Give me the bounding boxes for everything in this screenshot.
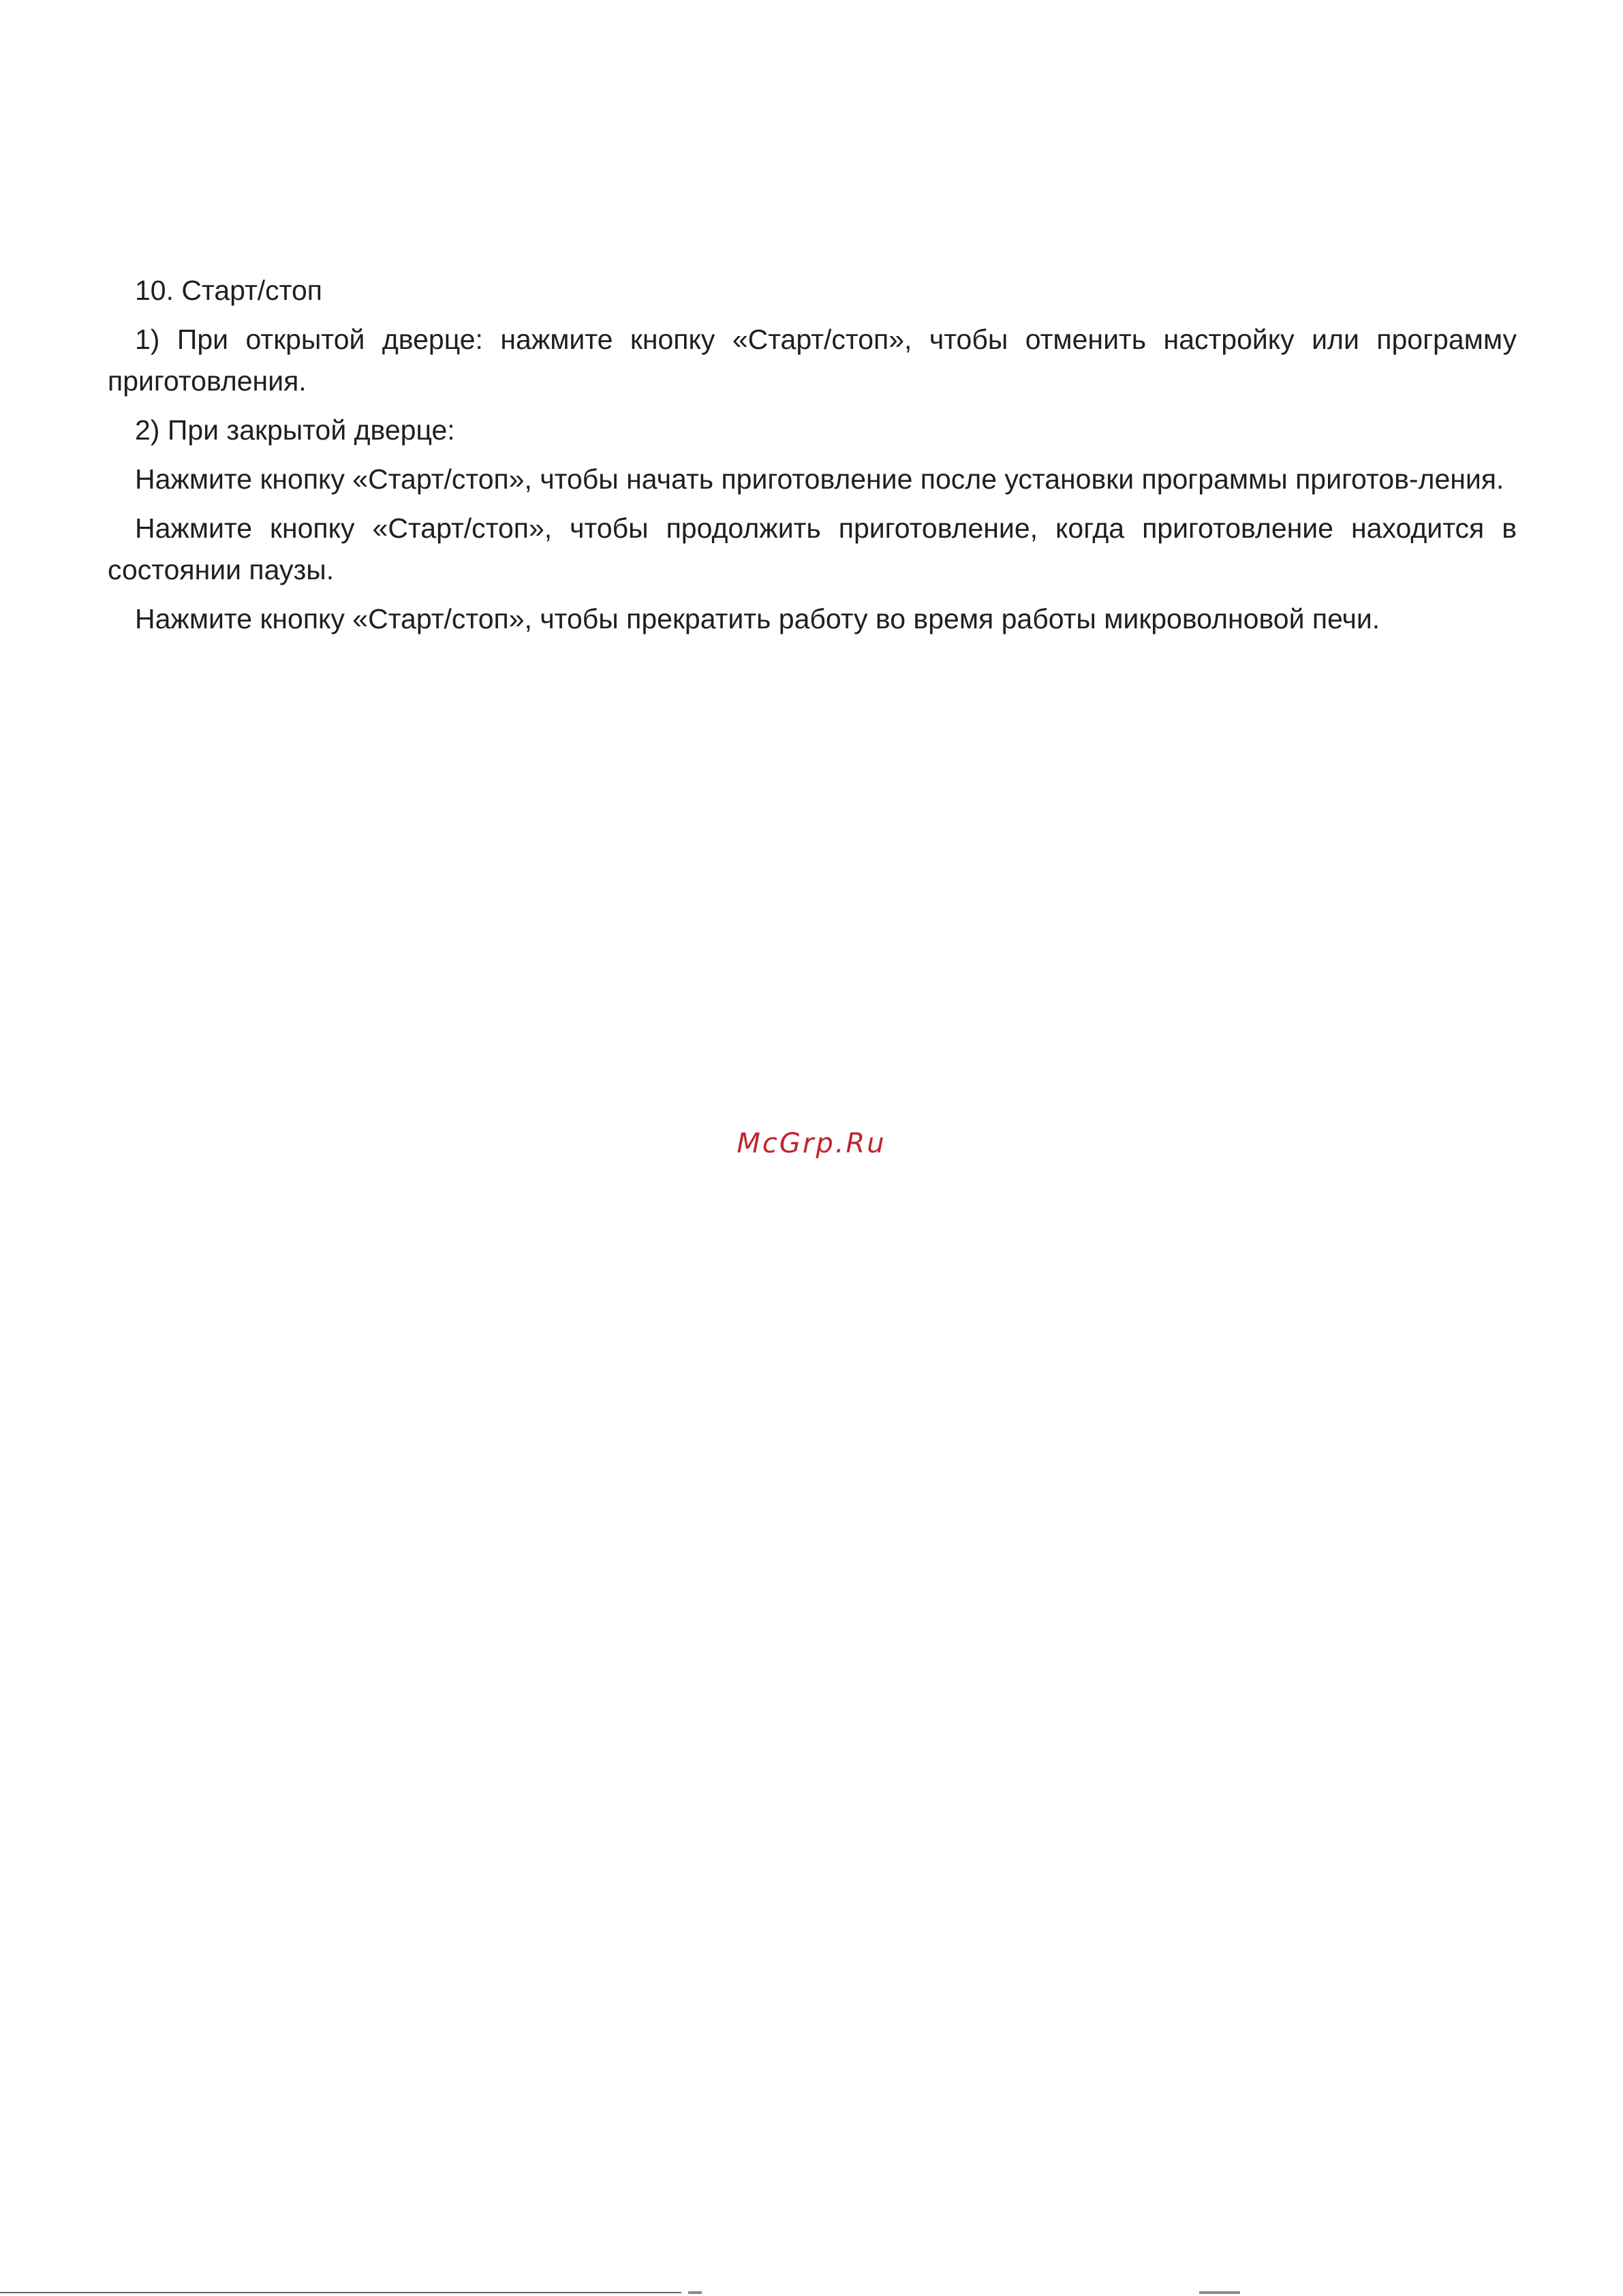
paragraph-door-closed-heading: 2) При закрытой дверце: [135, 414, 455, 446]
paragraph-resume-cooking: Нажмите кнопку «Старт/стоп», чтобы продолжить приготовление, когда приготовление находится в состоянии паузы. [108, 512, 1517, 585]
bottom-scan-mark [688, 2291, 702, 2294]
bottom-scan-mark [1199, 2291, 1240, 2294]
paragraph-start-cooking: Нажмите кнопку «Старт/стоп», чтобы начать приготовление после установки программы приготов-ления. [135, 463, 1504, 495]
section-heading: 10. Старт/стоп [135, 275, 323, 306]
document-body [108, 270, 1517, 647]
bottom-divider [0, 2292, 681, 2293]
paragraph-stop-cooking: Нажмите кнопку «Старт/стоп», чтобы прекратить работу во время работы микроволновой печи. [135, 603, 1380, 634]
watermark-text: McGrp.Ru [737, 1128, 886, 1159]
paragraph-door-open: 1) При открытой дверце: нажмите кнопку «Старт/стоп», чтобы отменить настройку или программу приготовления. [108, 324, 1517, 397]
